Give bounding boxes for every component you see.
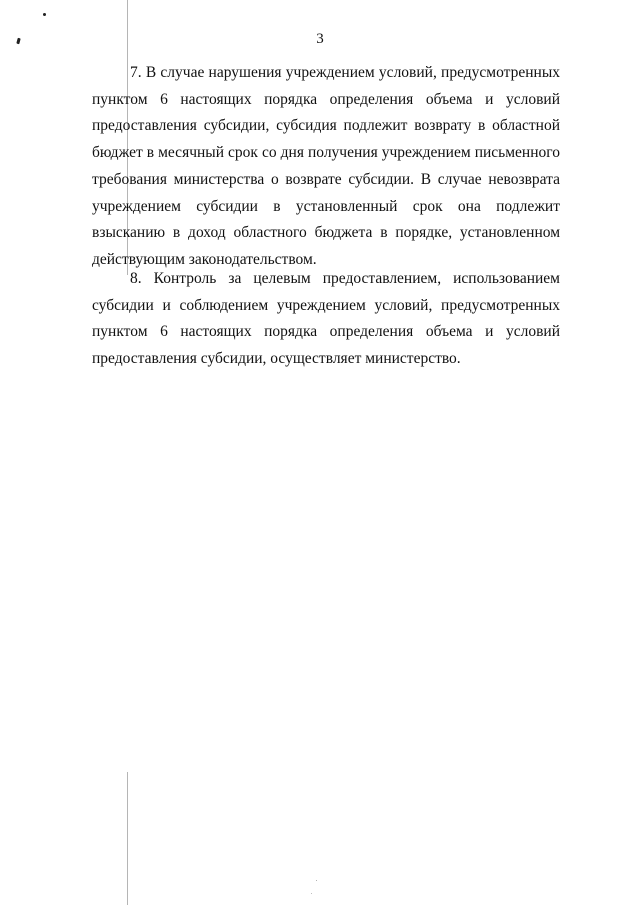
scan-speck — [316, 880, 317, 881]
scan-margin-line — [127, 772, 128, 905]
scan-speck — [43, 13, 46, 16]
paragraph-8: 8. Контроль за целевым предоставлением, использованием субсидии и соблюдением учреждением условий, предусмотренных пунктом 6 настоящих порядка определения объема и условий предоставления субсидии, осуществляет министерство. — [92, 270, 560, 368]
paragraph-7: 7. В случае нарушения учреждением условий, предусмотренных пунктом 6 настоящих порядка определения объема и условий предоставления субсидии, субсидия подлежит возврату в областной бюджет в месячный срок со дня получения учреждением письменного требования министерства о возврате субсидии. В случае невозврата учреждением субсидии в установленный срок она подлежит взысканию в доход областного бюджета в порядке, установленном действующим законодательством. — [92, 64, 560, 268]
page-number: 3 — [316, 31, 324, 47]
scan-speck — [311, 893, 312, 894]
